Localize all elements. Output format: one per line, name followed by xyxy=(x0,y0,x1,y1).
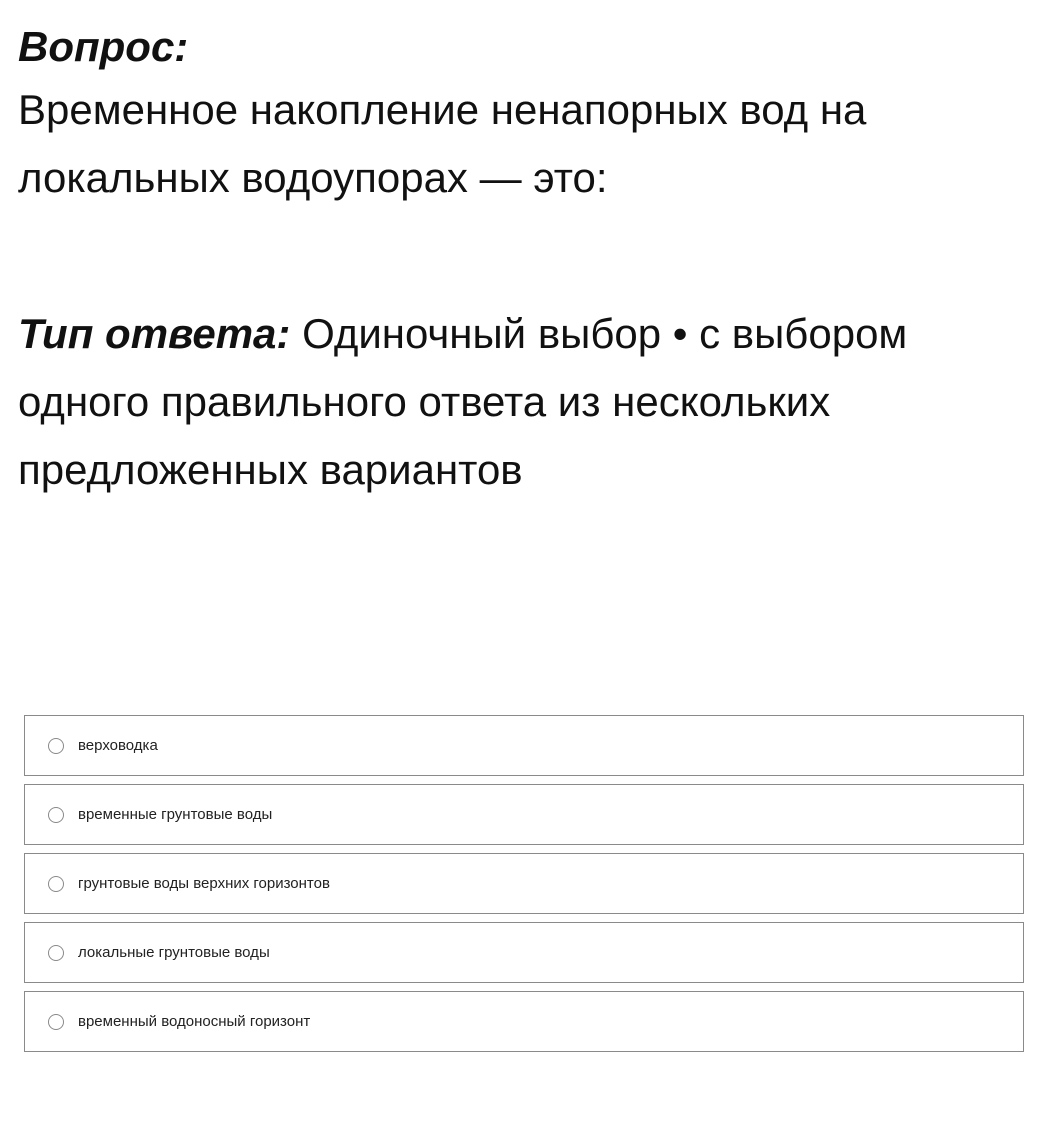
question-block xyxy=(18,18,1038,212)
answer-type-text: Одиночный выбор • с выбором одного правильного ответа из нескольких предложенных вариантов xyxy=(18,310,908,493)
answer-option-label: грунтовые воды верхних горизонтов xyxy=(78,875,330,892)
question-text: Временное накопление ненапорных вод на локальных водоупорах — это: xyxy=(18,86,867,201)
answer-option[interactable] xyxy=(24,922,1024,983)
answer-option-label: верховодка xyxy=(78,737,158,754)
radio-button-icon[interactable] xyxy=(48,876,64,892)
answer-option-label: временный водоносный горизонт xyxy=(78,1013,311,1030)
answer-option[interactable] xyxy=(24,715,1024,776)
radio-button-icon[interactable] xyxy=(48,807,64,823)
answer-type-label: Тип ответа: xyxy=(18,310,291,357)
radio-button-icon[interactable] xyxy=(48,1014,64,1030)
question-label: Вопрос: xyxy=(18,23,189,70)
answer-option-label: временные грунтовые воды xyxy=(78,806,273,823)
radio-button-icon[interactable] xyxy=(48,945,64,961)
answer-type-block xyxy=(18,300,968,504)
answer-option[interactable] xyxy=(24,853,1024,914)
answer-option[interactable] xyxy=(24,784,1024,845)
answer-option-label: локальные грунтовые воды xyxy=(78,944,270,961)
answer-options-list xyxy=(24,715,1024,1060)
radio-button-icon[interactable] xyxy=(48,738,64,754)
answer-option[interactable] xyxy=(24,991,1024,1052)
